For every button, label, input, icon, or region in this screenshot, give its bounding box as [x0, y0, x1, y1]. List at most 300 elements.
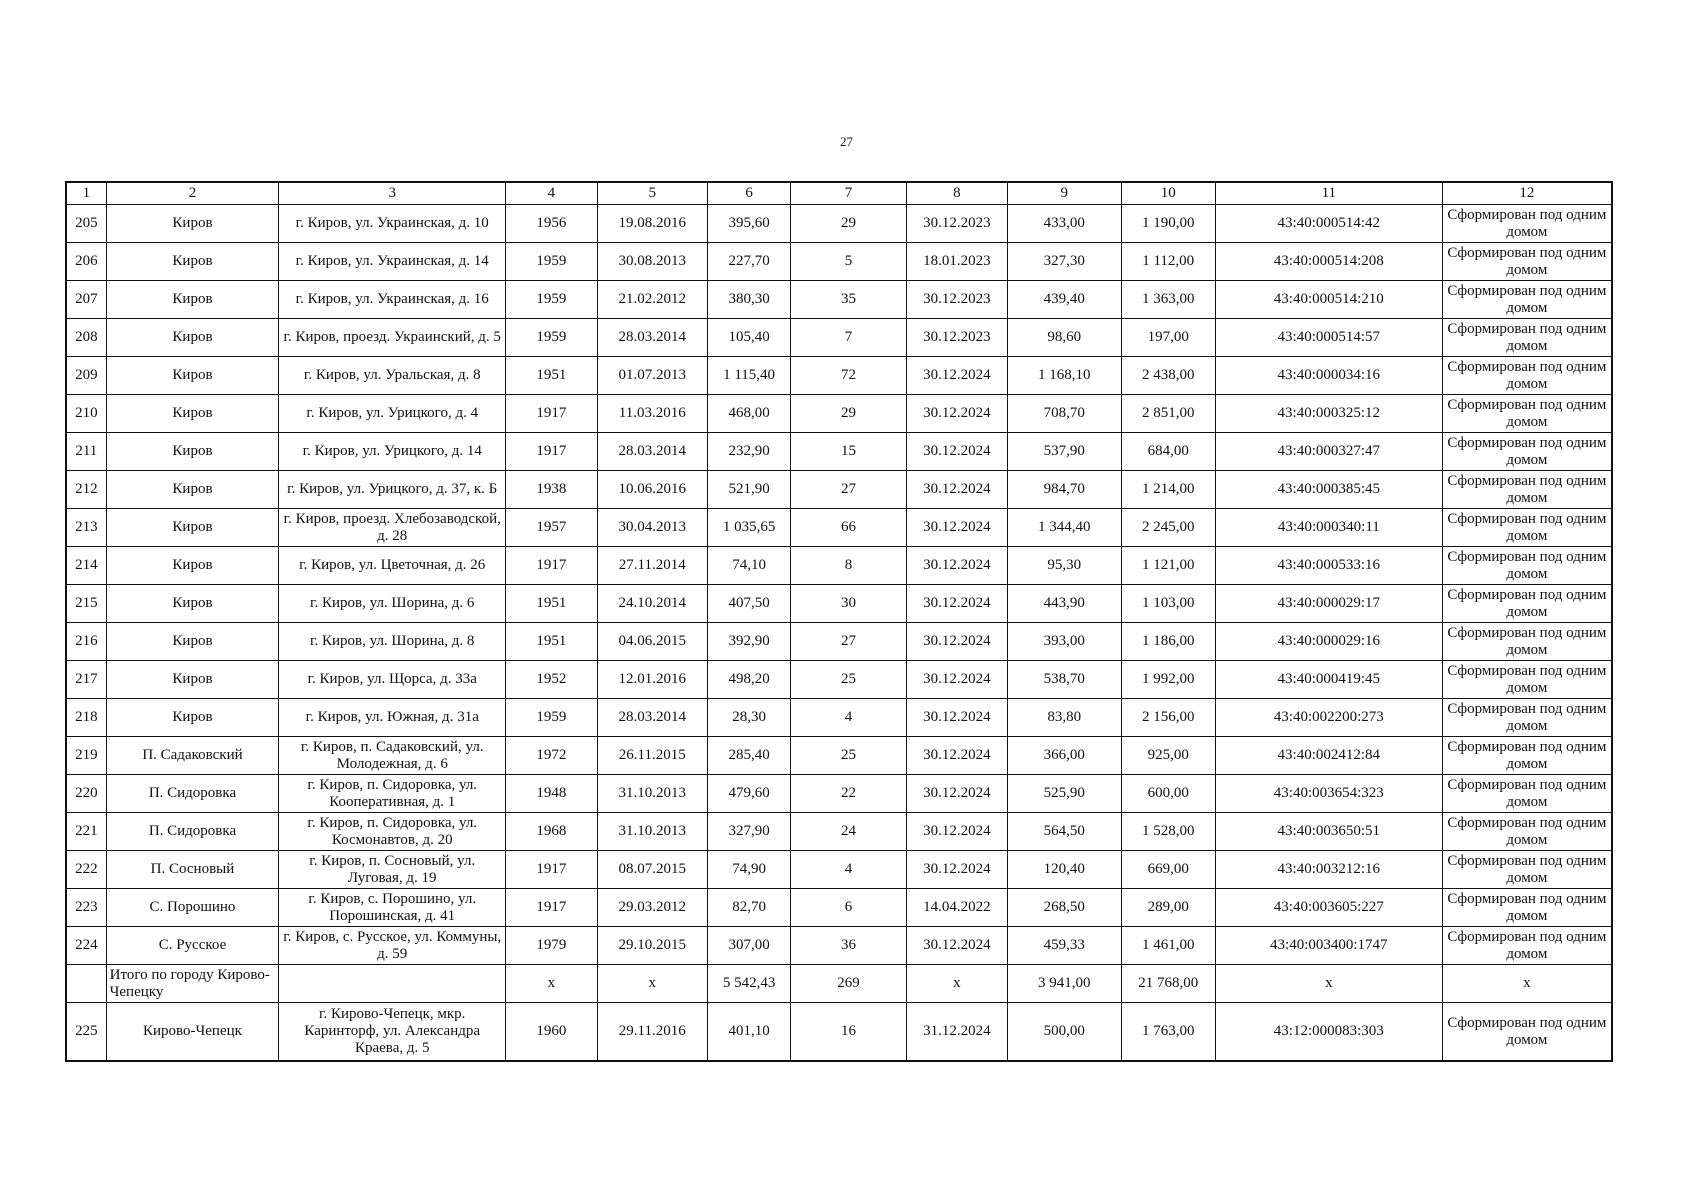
table-cell: 24.10.2014: [597, 585, 707, 623]
table-cell: г. Киров, п. Сидоровка, ул. Кооперативная, д. 1: [279, 775, 506, 813]
table-row: [66, 547, 1612, 585]
table-cell: 4: [791, 851, 906, 889]
table-cell: 1917: [506, 547, 597, 585]
table-cell: 43:40:003654:323: [1215, 775, 1442, 813]
table-cell: 212: [66, 471, 106, 509]
table-cell: 1 363,00: [1121, 281, 1215, 319]
table-cell: Сформирован под одним домом: [1442, 357, 1612, 395]
table-cell: 43:40:000385:45: [1215, 471, 1442, 509]
table-cell: 11.03.2016: [597, 395, 707, 433]
table-cell: 08.07.2015: [597, 851, 707, 889]
table-cell: 433,00: [1008, 205, 1121, 243]
column-header: 7: [791, 182, 906, 205]
column-header: 8: [906, 182, 1007, 205]
table-cell: 459,33: [1008, 927, 1121, 965]
table-cell: 220: [66, 775, 106, 813]
table-cell: 217: [66, 661, 106, 699]
table-cell: 224: [66, 927, 106, 965]
table-cell: г. Киров, ул. Украинская, д. 10: [279, 205, 506, 243]
table-cell: 1 214,00: [1121, 471, 1215, 509]
table-cell: 24: [791, 813, 906, 851]
table-cell: П. Сосновый: [106, 851, 279, 889]
table-cell: 207: [66, 281, 106, 319]
table-cell: Киров: [106, 623, 279, 661]
table-cell: 1 035,65: [707, 509, 790, 547]
table-cell: 2 851,00: [1121, 395, 1215, 433]
header-row: [66, 182, 1612, 205]
table-cell: 27.11.2014: [597, 547, 707, 585]
table-cell: 43:40:000514:208: [1215, 243, 1442, 281]
table-cell: 29.11.2016: [597, 1003, 707, 1062]
table-cell: 43:40:000029:17: [1215, 585, 1442, 623]
table-cell: 925,00: [1121, 737, 1215, 775]
table-cell: г. Киров, ул. Украинская, д. 16: [279, 281, 506, 319]
table-cell: 43:40:000034:16: [1215, 357, 1442, 395]
table-cell: 227,70: [707, 243, 790, 281]
table-row: [66, 585, 1612, 623]
table-cell: Сформирован под одним домом: [1442, 205, 1612, 243]
table-cell: 439,40: [1008, 281, 1121, 319]
table-cell: 25: [791, 661, 906, 699]
table-cell: 1 992,00: [1121, 661, 1215, 699]
table-cell: 30.08.2013: [597, 243, 707, 281]
table-cell: 215: [66, 585, 106, 623]
housing-registry-table: [65, 181, 1613, 1062]
table-cell: 684,00: [1121, 433, 1215, 471]
table-cell: 1 168,10: [1008, 357, 1121, 395]
table-cell: 206: [66, 243, 106, 281]
table-cell: Сформирован под одним домом: [1442, 927, 1612, 965]
table-cell: 537,90: [1008, 433, 1121, 471]
table-cell: 407,50: [707, 585, 790, 623]
table-cell: 307,00: [707, 927, 790, 965]
table-cell: 197,00: [1121, 319, 1215, 357]
table-cell: 1951: [506, 585, 597, 623]
table-cell: 36: [791, 927, 906, 965]
table-cell: 43:40:003212:16: [1215, 851, 1442, 889]
table-cell: 21.02.2012: [597, 281, 707, 319]
table-cell: 708,70: [1008, 395, 1121, 433]
table-cell: Сформирован под одним домом: [1442, 243, 1612, 281]
table-cell: 210: [66, 395, 106, 433]
table-cell: 564,50: [1008, 813, 1121, 851]
table-cell: 12.01.2016: [597, 661, 707, 699]
table-cell: 82,70: [707, 889, 790, 927]
table-cell: г. Киров, ул. Шорина, д. 8: [279, 623, 506, 661]
table-cell: Киров: [106, 471, 279, 509]
table-cell: 01.07.2013: [597, 357, 707, 395]
table-cell: г. Киров, п. Сидоровка, ул. Космонавтов, д. 20: [279, 813, 506, 851]
table-cell: Киров: [106, 433, 279, 471]
table-cell: 5: [791, 243, 906, 281]
table-row: [66, 699, 1612, 737]
table-cell: г. Киров, ул. Южная, д. 31а: [279, 699, 506, 737]
table-cell: 1948: [506, 775, 597, 813]
table-cell: 219: [66, 737, 106, 775]
table-cell: Сформирован под одним домом: [1442, 623, 1612, 661]
table-cell: [66, 965, 106, 1003]
table-cell: 223: [66, 889, 106, 927]
table-cell: 27: [791, 471, 906, 509]
table-cell: 1 528,00: [1121, 813, 1215, 851]
table-cell: 30.12.2024: [906, 813, 1007, 851]
table-cell: 30.12.2023: [906, 281, 1007, 319]
table-cell: 232,90: [707, 433, 790, 471]
table-cell: 25: [791, 737, 906, 775]
table-cell: 208: [66, 319, 106, 357]
table-cell: 269: [791, 965, 906, 1003]
table-cell: Киров: [106, 319, 279, 357]
table-cell: 327,90: [707, 813, 790, 851]
table-cell: 214: [66, 547, 106, 585]
page-number: 27: [840, 134, 853, 149]
table-cell: г. Киров, ул. Шорина, д. 6: [279, 585, 506, 623]
table-cell: 1959: [506, 319, 597, 357]
table-cell: Сформирован под одним домом: [1442, 433, 1612, 471]
table-cell: 500,00: [1008, 1003, 1121, 1062]
table-cell: 15: [791, 433, 906, 471]
table-cell: 1960: [506, 1003, 597, 1062]
table-cell: [279, 965, 506, 1003]
table-row: [66, 281, 1612, 319]
table-cell: Киров: [106, 281, 279, 319]
table-cell: г. Киров, проезд. Украинский, д. 5: [279, 319, 506, 357]
table-cell: Сформирован под одним домом: [1442, 509, 1612, 547]
table-cell: 1952: [506, 661, 597, 699]
table-cell: 2 156,00: [1121, 699, 1215, 737]
table-cell: 95,30: [1008, 547, 1121, 585]
table-cell: 5 542,43: [707, 965, 790, 1003]
table-cell: г. Киров, проезд. Хлебозаводской, д. 28: [279, 509, 506, 547]
table-cell: 66: [791, 509, 906, 547]
table-cell: Сформирован под одним домом: [1442, 661, 1612, 699]
table-cell: 1 461,00: [1121, 927, 1215, 965]
table-cell: 120,40: [1008, 851, 1121, 889]
table-cell: Киров: [106, 547, 279, 585]
table-row: [66, 243, 1612, 281]
table-cell: Киров: [106, 661, 279, 699]
table-cell: 14.04.2022: [906, 889, 1007, 927]
table-cell: 21 768,00: [1121, 965, 1215, 1003]
total-row: [66, 965, 1612, 1003]
table-cell: П. Сидоровка: [106, 775, 279, 813]
table-cell: 289,00: [1121, 889, 1215, 927]
table-cell: 30.12.2024: [906, 509, 1007, 547]
table-cell: Сформирован под одним домом: [1442, 585, 1612, 623]
table-cell: 10.06.2016: [597, 471, 707, 509]
table-cell: г. Киров, ул. Щорса, д. 33а: [279, 661, 506, 699]
table-cell: 3 941,00: [1008, 965, 1121, 1003]
table-cell: 443,90: [1008, 585, 1121, 623]
table-cell: Сформирован под одним домом: [1442, 851, 1612, 889]
table-cell: 30.12.2024: [906, 547, 1007, 585]
table-cell: 105,40: [707, 319, 790, 357]
table-cell: 30.12.2024: [906, 699, 1007, 737]
table-cell: 1959: [506, 281, 597, 319]
table-cell: 43:40:003650:51: [1215, 813, 1442, 851]
table-cell: 18.01.2023: [906, 243, 1007, 281]
table-cell: 1 103,00: [1121, 585, 1215, 623]
table-cell: 479,60: [707, 775, 790, 813]
table-row: [66, 205, 1612, 243]
table-row: [66, 319, 1612, 357]
table-cell: г. Киров, п. Сосновый, ул. Луговая, д. 19: [279, 851, 506, 889]
table-cell: 380,30: [707, 281, 790, 319]
table-cell: 30.12.2023: [906, 319, 1007, 357]
table-cell: 30.12.2024: [906, 661, 1007, 699]
table-cell: 30.12.2023: [906, 205, 1007, 243]
table-cell: 285,40: [707, 737, 790, 775]
table-cell: г. Киров, ул. Урицкого, д. 37, к. Б: [279, 471, 506, 509]
table-cell: г. Киров, ул. Цветочная, д. 26: [279, 547, 506, 585]
table-header: [66, 182, 1612, 205]
table-cell: 30: [791, 585, 906, 623]
table-cell: 30.12.2024: [906, 775, 1007, 813]
table-cell: 26.11.2015: [597, 737, 707, 775]
table-cell: 538,70: [1008, 661, 1121, 699]
column-header: 9: [1008, 182, 1121, 205]
table-cell: Кирово-Чепецк: [106, 1003, 279, 1062]
table-cell: 4: [791, 699, 906, 737]
table-cell: Сформирован под одним домом: [1442, 699, 1612, 737]
table-cell: x: [506, 965, 597, 1003]
table-cell: 1951: [506, 357, 597, 395]
table-cell: 521,90: [707, 471, 790, 509]
table-cell: Сформирован под одним домом: [1442, 319, 1612, 357]
table-cell: Сформирован под одним домом: [1442, 813, 1612, 851]
table-cell: Сформирован под одним домом: [1442, 775, 1612, 813]
table-row: [66, 509, 1612, 547]
column-header: 10: [1121, 182, 1215, 205]
table-cell: 395,60: [707, 205, 790, 243]
table-cell: 74,90: [707, 851, 790, 889]
table-cell: 218: [66, 699, 106, 737]
table-cell: 30.12.2024: [906, 851, 1007, 889]
table-cell: 268,50: [1008, 889, 1121, 927]
table-cell: x: [1215, 965, 1442, 1003]
table-cell: 28.03.2014: [597, 319, 707, 357]
table-cell: 1957: [506, 509, 597, 547]
table-cell: 16: [791, 1003, 906, 1062]
table-cell: 211: [66, 433, 106, 471]
table-cell: 525,90: [1008, 775, 1121, 813]
table-cell: 30.04.2013: [597, 509, 707, 547]
table-cell: Сформирован под одним домом: [1442, 547, 1612, 585]
table-cell: 31.12.2024: [906, 1003, 1007, 1062]
table-cell: 1 112,00: [1121, 243, 1215, 281]
table-cell: 19.08.2016: [597, 205, 707, 243]
table-cell: г. Киров, ул. Урицкого, д. 14: [279, 433, 506, 471]
table-cell: 28,30: [707, 699, 790, 737]
table-cell: x: [1442, 965, 1612, 1003]
table-cell: 225: [66, 1003, 106, 1062]
table-cell: 392,90: [707, 623, 790, 661]
table-cell: 1959: [506, 699, 597, 737]
table-cell: 43:40:002412:84: [1215, 737, 1442, 775]
table-row: [66, 1003, 1612, 1062]
table-row: [66, 433, 1612, 471]
table-cell: 1917: [506, 433, 597, 471]
table-cell: 1938: [506, 471, 597, 509]
table-row: [66, 623, 1612, 661]
table-cell: 30.12.2024: [906, 433, 1007, 471]
table-cell: 205: [66, 205, 106, 243]
table-cell: 1917: [506, 395, 597, 433]
table-row: [66, 889, 1612, 927]
table-cell: Сформирован под одним домом: [1442, 737, 1612, 775]
table-cell: 30.12.2024: [906, 927, 1007, 965]
table-cell: г. Киров, ул. Урицкого, д. 4: [279, 395, 506, 433]
table-cell: г. Киров, с. Русское, ул. Коммуны, д. 59: [279, 927, 506, 965]
table-cell: Сформирован под одним домом: [1442, 281, 1612, 319]
table-cell: 30.12.2024: [906, 357, 1007, 395]
table-cell: 30.12.2024: [906, 395, 1007, 433]
table-cell: 1 115,40: [707, 357, 790, 395]
table-cell: x: [906, 965, 1007, 1003]
table-cell: Киров: [106, 205, 279, 243]
table-cell: 216: [66, 623, 106, 661]
table-cell: 29.10.2015: [597, 927, 707, 965]
table-row: [66, 357, 1612, 395]
table-cell: 1 763,00: [1121, 1003, 1215, 1062]
table-cell: 98,60: [1008, 319, 1121, 357]
table-cell: Киров: [106, 395, 279, 433]
table-cell: 27: [791, 623, 906, 661]
column-header: 3: [279, 182, 506, 205]
table-row: [66, 737, 1612, 775]
table-cell: 31.10.2013: [597, 813, 707, 851]
table-cell: г. Киров, п. Садаковский, ул. Молодежная, д. 6: [279, 737, 506, 775]
column-header: 1: [66, 182, 106, 205]
table-cell: 1 190,00: [1121, 205, 1215, 243]
table-cell: 29: [791, 395, 906, 433]
table-cell: г. Киров, с. Порошино, ул. Порошинская, д. 41: [279, 889, 506, 927]
table-cell: 213: [66, 509, 106, 547]
table-cell: 600,00: [1121, 775, 1215, 813]
table-cell: 1959: [506, 243, 597, 281]
table-cell: 43:40:000029:16: [1215, 623, 1442, 661]
table-row: [66, 395, 1612, 433]
table-cell: 1951: [506, 623, 597, 661]
table-cell: 7: [791, 319, 906, 357]
table-cell: Киров: [106, 243, 279, 281]
table-cell: 30.12.2024: [906, 585, 1007, 623]
table-cell: Сформирован под одним домом: [1442, 889, 1612, 927]
table-cell: 498,20: [707, 661, 790, 699]
table-cell: 43:40:000514:57: [1215, 319, 1442, 357]
column-header: 5: [597, 182, 707, 205]
table-cell: 1 186,00: [1121, 623, 1215, 661]
column-header: 2: [106, 182, 279, 205]
table-cell: 74,10: [707, 547, 790, 585]
table-row: [66, 927, 1612, 965]
table-cell: Киров: [106, 357, 279, 395]
table-cell: Киров: [106, 699, 279, 737]
column-header: 4: [506, 182, 597, 205]
table-cell: 2 245,00: [1121, 509, 1215, 547]
table-cell: 43:40:000514:42: [1215, 205, 1442, 243]
table-cell: 222: [66, 851, 106, 889]
table-cell: 1917: [506, 889, 597, 927]
table-cell: С. Порошино: [106, 889, 279, 927]
table-cell: г. Киров, ул. Украинская, д. 14: [279, 243, 506, 281]
table-cell: 43:40:003605:227: [1215, 889, 1442, 927]
table-cell: 43:40:003400:1747: [1215, 927, 1442, 965]
table-cell: 669,00: [1121, 851, 1215, 889]
table-cell: г. Кирово-Чепецк, мкр. Каринторф, ул. Александра Краева, д. 5: [279, 1003, 506, 1062]
table-body: [66, 205, 1612, 1062]
table-cell: 72: [791, 357, 906, 395]
table-cell: 1917: [506, 851, 597, 889]
table-cell: 401,10: [707, 1003, 790, 1062]
column-header: 11: [1215, 182, 1442, 205]
table-cell: 43:12:000083:303: [1215, 1003, 1442, 1062]
table-row: [66, 471, 1612, 509]
table-cell: г. Киров, ул. Уральская, д. 8: [279, 357, 506, 395]
table-cell: Итого по городу Кирово-Чепецку: [106, 965, 279, 1003]
table-cell: Киров: [106, 509, 279, 547]
table-cell: 22: [791, 775, 906, 813]
table-cell: 43:40:000533:16: [1215, 547, 1442, 585]
table-cell: 30.12.2024: [906, 471, 1007, 509]
table-cell: x: [597, 965, 707, 1003]
table-cell: 1956: [506, 205, 597, 243]
table-cell: П. Сидоровка: [106, 813, 279, 851]
column-header: 12: [1442, 182, 1612, 205]
table-cell: 8: [791, 547, 906, 585]
table-cell: 28.03.2014: [597, 433, 707, 471]
table-cell: 1968: [506, 813, 597, 851]
table-cell: 1972: [506, 737, 597, 775]
table-cell: 31.10.2013: [597, 775, 707, 813]
table-cell: 30.12.2024: [906, 623, 1007, 661]
table-cell: 1 121,00: [1121, 547, 1215, 585]
table-cell: П. Садаковский: [106, 737, 279, 775]
table-row: [66, 813, 1612, 851]
table-cell: 2 438,00: [1121, 357, 1215, 395]
table-cell: Сформирован под одним домом: [1442, 471, 1612, 509]
table-cell: 984,70: [1008, 471, 1121, 509]
table-cell: 43:40:000325:12: [1215, 395, 1442, 433]
table-cell: 221: [66, 813, 106, 851]
table-cell: 04.06.2015: [597, 623, 707, 661]
table-row: [66, 851, 1612, 889]
table-cell: 29: [791, 205, 906, 243]
table-cell: 35: [791, 281, 906, 319]
table-cell: С. Русское: [106, 927, 279, 965]
table-cell: 209: [66, 357, 106, 395]
table-cell: 1 344,40: [1008, 509, 1121, 547]
table-cell: 43:40:000327:47: [1215, 433, 1442, 471]
table-cell: 327,30: [1008, 243, 1121, 281]
table-cell: 43:40:002200:273: [1215, 699, 1442, 737]
table-cell: 28.03.2014: [597, 699, 707, 737]
table-cell: Сформирован под одним домом: [1442, 1003, 1612, 1062]
table-cell: 43:40:000419:45: [1215, 661, 1442, 699]
table-cell: 1979: [506, 927, 597, 965]
table-cell: 468,00: [707, 395, 790, 433]
table-row: [66, 661, 1612, 699]
table-cell: Сформирован под одним домом: [1442, 395, 1612, 433]
table-cell: 29.03.2012: [597, 889, 707, 927]
table-cell: 83,80: [1008, 699, 1121, 737]
table-cell: 393,00: [1008, 623, 1121, 661]
table-cell: 366,00: [1008, 737, 1121, 775]
table-cell: 43:40:000514:210: [1215, 281, 1442, 319]
table-cell: 30.12.2024: [906, 737, 1007, 775]
column-header: 6: [707, 182, 790, 205]
table-row: [66, 775, 1612, 813]
